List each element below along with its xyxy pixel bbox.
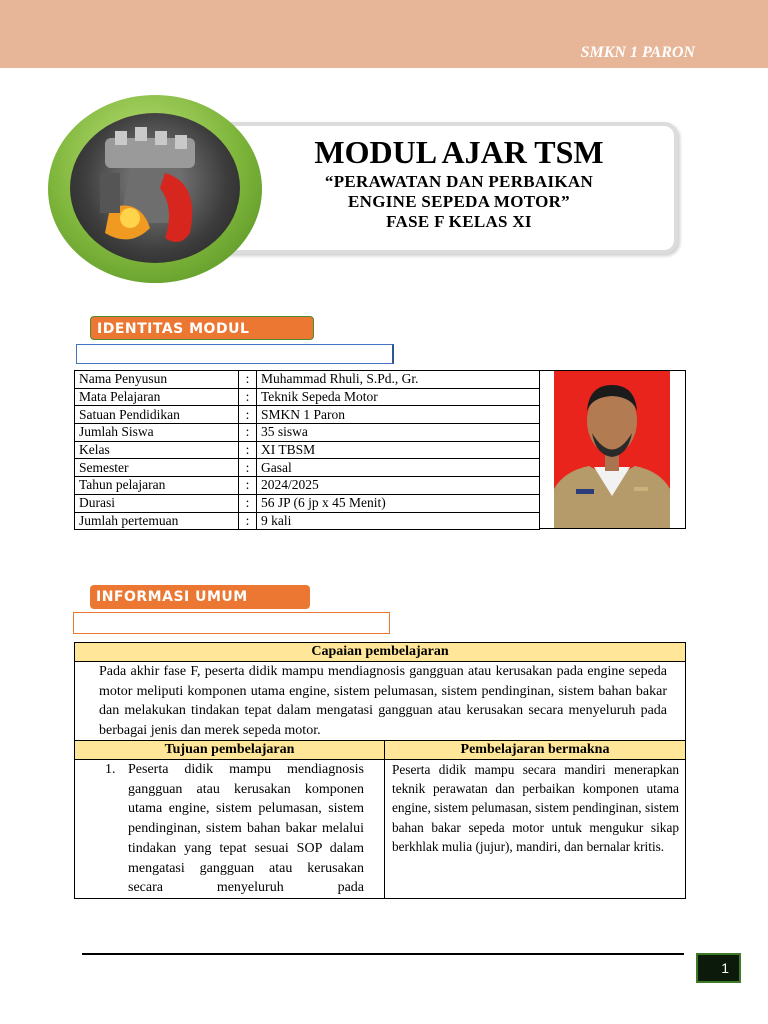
bermakna-header: Pembelajaran bermakna <box>385 741 685 760</box>
list-text: Peserta didik mampu mendiagnosis gangguan atau kerusakan komponen utama engine, sistem pelumasan, sistem pendinginan, sistem bahan bakar melalui tindakan yang tepat sesuai SOP dalam mengatasi gangguan atau kerusakan secara menyeluruh pada <box>128 762 364 896</box>
table-row: Tahun pelajaran : 2024/2025 <box>75 477 540 495</box>
table-row: Semester : Gasal <box>75 459 540 477</box>
author-photo <box>554 371 670 528</box>
table-row: Kelas : XI TBSM <box>75 441 540 459</box>
module-title: MODUL AJAR TSM <box>314 134 604 170</box>
module-subtitle-line2: ENGINE SEPEDA MOTOR” <box>347 192 570 211</box>
section-informasi-umum: INFORMASI UMUM <box>90 585 310 609</box>
table-row: Jumlah pertemuan : 9 kali <box>75 512 540 530</box>
table-row: Durasi : 56 JP (6 jp x 45 Menit) <box>75 494 540 512</box>
bermakna-text: Peserta didik mampu secara mandiri menerapkan teknik perawatan dan perbaikan komponen utama engine, sistem pelumasan, sistem pendinginan, sistem bahan bakar sepeda motor untuk mengukur sikap berkhlak mulia (jujur), mandiri, dan bernalar kritis. <box>392 762 679 854</box>
section-identitas-modul: IDENTITAS MODUL <box>90 316 314 340</box>
identity-table <box>74 370 540 530</box>
engine-image <box>70 113 240 263</box>
section-underline-box <box>73 612 390 634</box>
table-row: Satuan Pendidikan : SMKN 1 Paron <box>75 406 540 424</box>
table-row: Nama Penyusun : Muhammad Rhuli, S.Pd., Gr. <box>75 371 540 389</box>
tujuan-row <box>75 740 685 898</box>
footer-divider <box>82 953 684 955</box>
page-number: 1 <box>696 953 741 983</box>
engine-logo <box>48 95 262 283</box>
list-number: 1. <box>105 762 116 777</box>
module-subtitle-line3: FASE F KELAS XI <box>386 212 532 231</box>
module-subtitle-line1: “PERAWATAN DAN PERBAIKAN <box>324 172 594 191</box>
table-row: Jumlah Siswa : 35 siswa <box>75 424 540 442</box>
informasi-table <box>74 642 686 899</box>
tujuan-column <box>75 741 385 898</box>
capaian-text: Pada akhir fase F, peserta didik mampu mendiagnosis gangguan atau kerusakan pada engine sepeda motor meliputi komponen utama engine, sistem pelumasan, sistem pendinginan, sistem bahan bakar dan melakukan tindakan tepat dalam mengatasi gangguan atau kerusakan secara menyeluruh pada berbagai jenis dan merek sepeda motor. <box>99 664 667 738</box>
capaian-header: Capaian pembelajaran <box>75 643 685 662</box>
bermakna-column <box>385 741 685 898</box>
tujuan-header: Tujuan pembelajaran <box>75 741 384 760</box>
school-name: SMKN 1 PARON <box>580 44 695 61</box>
list-item <box>75 760 384 898</box>
section-underline-box <box>76 344 394 364</box>
table-row: Mata Pelajaran : Teknik Sepeda Motor <box>75 388 540 406</box>
